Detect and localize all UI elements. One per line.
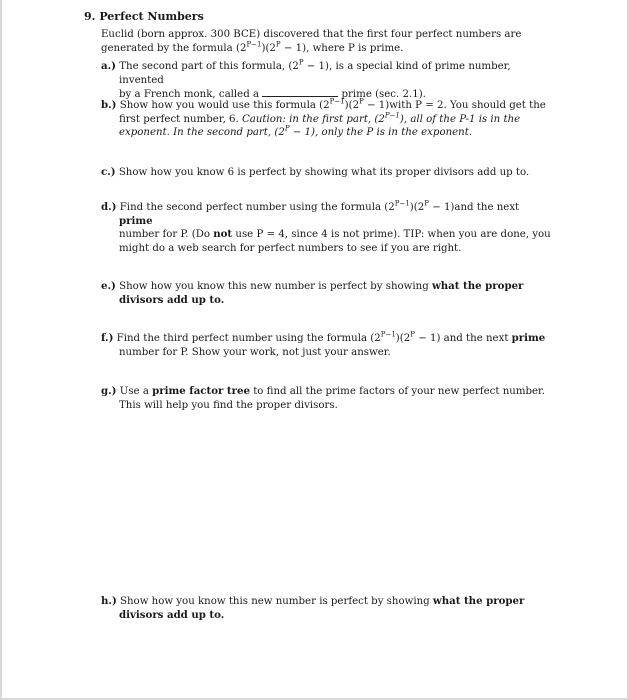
caution-text: ), all of the P-1 is in the: [399, 113, 521, 125]
emphasis-text: divisors add up to.: [119, 608, 225, 621]
part-text: by a French monk, called a: [119, 89, 263, 100]
part-text: )(2: [395, 333, 411, 344]
intro-text: − 1), where P is prime.: [280, 43, 404, 54]
emphasis-text: what the proper: [432, 280, 524, 292]
intro-text: generated by the formula (2: [101, 43, 247, 54]
exponent: P: [424, 199, 429, 208]
part-text: This will help you find the proper divisors.: [119, 399, 338, 411]
part-text: first perfect number, 6.: [119, 113, 242, 125]
emphasis-text: what the proper: [432, 595, 525, 607]
caution-text: exponent. In the second part, (2: [119, 127, 285, 138]
part-c: [101, 166, 553, 180]
answer-blank[interactable]: [262, 87, 338, 97]
part-text: number for P. Show your work, not just your answer.: [119, 346, 391, 358]
emphasis-text: prime factor tree: [152, 385, 250, 397]
part-text: to find all the prime factors of your new perfect number.: [249, 386, 546, 397]
part-text: )(2: [409, 202, 425, 213]
part-text: Show how you know 6 is perfect by showing what its proper divisors add up to.: [115, 167, 530, 178]
part-text: prime (sec. 2.1).: [338, 89, 426, 100]
part-a: [101, 60, 553, 102]
part-g: [101, 385, 553, 412]
part-text: Show how you know this new number is perfect by showing: [116, 596, 433, 607]
intro-text: )(2: [261, 43, 276, 54]
part-label: b.): [101, 99, 117, 111]
part-b: [101, 99, 553, 140]
part-label: a.): [101, 60, 116, 72]
part-text: Find the second perfect number using the formula (2: [116, 202, 395, 213]
emphasis-text: not: [213, 228, 233, 240]
part-text: − 1)with P = 2. You should get the: [363, 100, 546, 111]
exponent: P−1: [380, 330, 396, 339]
exponent: P: [298, 58, 304, 67]
problem-heading: 9. Perfect Numbers: [84, 10, 204, 23]
part-d: [101, 201, 553, 255]
part-text: use P = 4, since 4 is not prime). TIP: when you are done, you: [232, 229, 551, 240]
caution-text: − 1), only the P is in the exponent.: [289, 127, 473, 138]
page-border-left: [0, 0, 2, 700]
part-text: − 1) and the next: [414, 333, 512, 344]
part-text: − 1), is a special kind of prime number, invented: [119, 61, 511, 86]
exponent: P: [284, 124, 290, 133]
part-text: Show how you would use this formula (2: [116, 100, 330, 111]
emphasis-text: divisors add up to.: [119, 293, 225, 306]
part-text: might do a web search for perfect numbers to see if you are right.: [119, 242, 462, 254]
exponent: P: [410, 330, 415, 339]
part-label: g.): [101, 385, 117, 397]
part-f: [101, 332, 553, 359]
part-label: c.): [101, 166, 116, 178]
part-label: f.): [101, 332, 114, 344]
exponent: P−1: [394, 199, 410, 208]
exponent: P−1: [384, 111, 400, 120]
part-text: Find the third perfect number using the formula (2: [113, 333, 381, 344]
part-text: Use a: [116, 386, 153, 397]
part-text: The second part of this formula, (2: [115, 61, 299, 72]
emphasis-text: prime: [119, 214, 153, 227]
part-text: )(2: [344, 100, 360, 111]
exponent: P−1: [246, 40, 262, 49]
exponent: P: [359, 97, 364, 106]
part-label: d.): [101, 201, 117, 213]
intro-line-1: Euclid (born approx. 300 BCE) discovered that the first four perfect numbers are: [101, 29, 522, 40]
exponent: P−1: [329, 97, 345, 106]
caution-text: Caution: in the first part, (2: [242, 113, 385, 125]
part-label: e.): [101, 280, 116, 292]
part-e: [101, 280, 553, 307]
exponent: P: [275, 40, 281, 49]
part-text: number for P. (Do: [119, 229, 214, 240]
part-text: − 1)and the next: [428, 202, 520, 213]
emphasis-text: prime: [511, 332, 546, 344]
part-h: [101, 595, 553, 622]
problem-intro: [101, 28, 531, 56]
part-text: Show how you know this new number is perfect by showing: [115, 281, 432, 292]
part-label: h.): [101, 595, 117, 607]
